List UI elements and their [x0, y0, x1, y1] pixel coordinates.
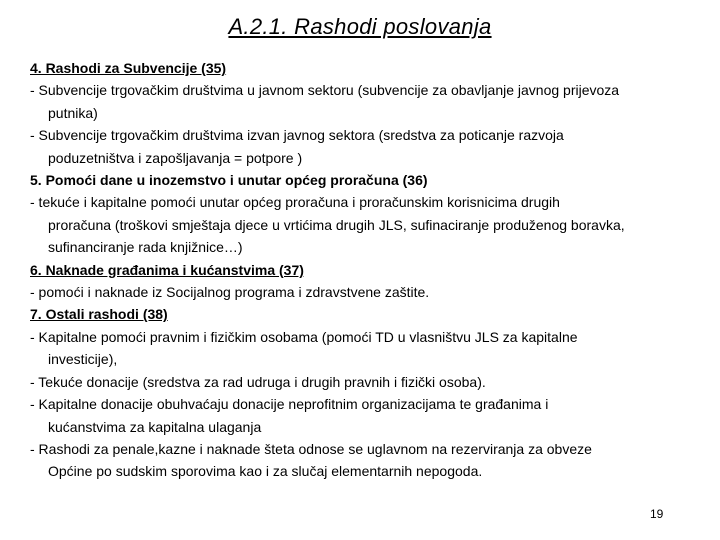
list-item-continuation: Općine po sudskim sporovima kao i za slučaj elementarnih nepogoda.: [48, 463, 483, 480]
list-item: - Subvencije trgovačkim društvima izvan javnog sektora (sredstva za poticanje razvoja: [30, 127, 564, 144]
list-item: - pomoći i naknade iz Socijalnog programa i zdravstvene zaštite.: [30, 284, 430, 301]
list-item-continuation: investicije),: [48, 351, 118, 368]
list-item: - Kapitalne donacije obuhvaćaju donacije neprofitnim organizacijama te građanima i: [30, 396, 549, 413]
list-item: - tekuće i kapitalne pomoći unutar općeg proračuna i proračunskim korisnicima drugih: [30, 194, 560, 211]
list-item: - Kapitalne pomoći pravnim i fizičkim osobama (pomoći TD u vlasništvu JLS za kapitalne: [30, 328, 578, 345]
section-heading-naknade: 6. Naknade građanima i kućanstvima (37): [30, 261, 304, 278]
list-item: - Rashodi za penale,kazne i naknade šteta odnose se uglavnom na rezerviranja za obveze: [30, 440, 592, 457]
list-item-continuation: poduzetništva i zapošljavanja = potpore ): [48, 149, 303, 166]
section-heading-ostali-rashodi: 7. Ostali rashodi (38): [30, 306, 168, 323]
document-body: [30, 57, 693, 483]
section-heading-pomoci: 5. Pomoći dane u inozemstvo i unutar općeg proračuna (36): [30, 172, 428, 189]
list-item: - Subvencije trgovačkim društvima u javnom sektoru (subvencije za obavljanje javnog prijevoza: [30, 82, 620, 99]
list-item-continuation: kućanstvima za kapitalna ulaganja: [48, 418, 262, 435]
list-item: - Tekuće donacije (sredstva za rad udruga i drugih pravnih i fizički osoba).: [30, 373, 486, 390]
list-item-continuation: proračuna (troškovi smještaja djece u vrtićima drugih JLS, sufinaciranje produženog boravka,: [48, 216, 625, 233]
page-title: A.2.1. Rashodi poslovanja: [228, 14, 492, 39]
page-number: 19: [650, 507, 664, 521]
list-item-continuation: sufinanciranje rada knjižnice…): [48, 239, 243, 256]
section-heading-subvencije: 4. Rashodi za Subvencije (35): [30, 60, 227, 76]
list-item-continuation: putnika): [48, 104, 98, 121]
